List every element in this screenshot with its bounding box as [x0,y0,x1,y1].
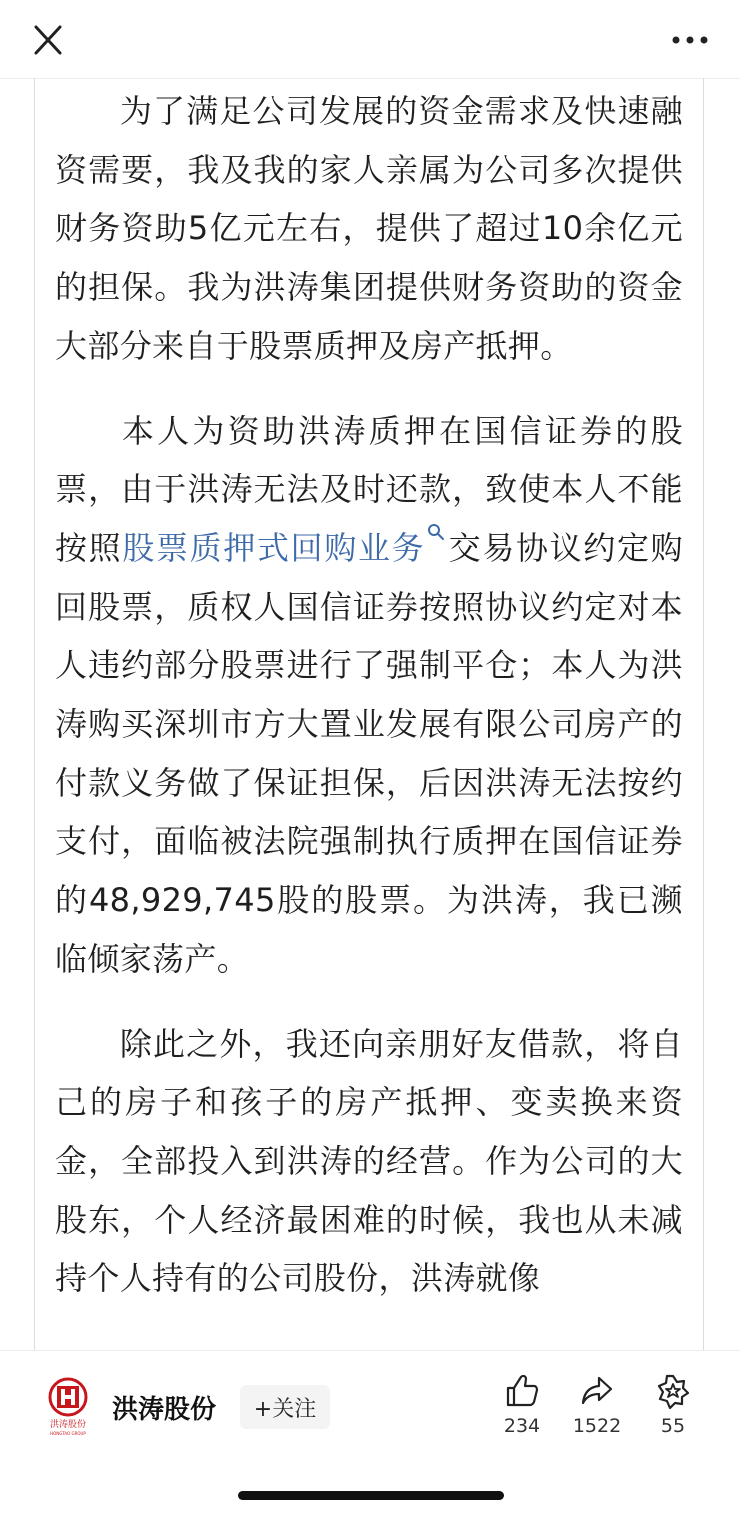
article-paragraph-2 [35,402,703,989]
share-count: 1522 [572,1415,622,1437]
like-button[interactable] [487,1373,557,1453]
favorite-count: 55 [660,1415,686,1437]
top-bar [0,0,740,79]
paragraph-2-text-after: 交易协议约定购回股票，质权人国信证券按照协议约定对本人违约部分股票进行了强制平仓；本人为洪涛购买深圳市方大置业发展有限公司房产的付款义务做了保证担保，后因洪涛无法按约支付，面临被法院强制执行质押在国信证券的48,929,745股的股票。为洪涛，我已濒临倾家荡产。 [55,528,684,978]
stock-pledge-repo-link[interactable]: 股票质押式回购业务 [122,528,426,567]
bottom-bar [0,1350,740,1514]
star-badge-icon [655,1373,691,1409]
paragraph-2-text-before: 本人为资助洪涛质押在国信证券的股票，由于洪涛无法及时还款，致使本人不能按照 [55,411,683,567]
like-count: 234 [503,1415,541,1437]
author-name[interactable]: 洪涛股份 [112,1395,217,1425]
article-paragraph-1 [35,82,703,376]
more-icon [670,30,710,50]
close-button[interactable] [30,24,66,56]
logo-text: 洪涛股份 [49,1420,87,1430]
share-button[interactable] [562,1373,632,1453]
share-icon [579,1373,615,1409]
article-body [34,78,704,1350]
logo-subtext: HONGTAO GROUP [50,1431,86,1436]
paragraph-3-text: 除此之外，我还向亲朋好友借款，将自己的房子和孩子的房产抵押、变卖换来资金，全部投入到洪涛的经营。作为公司的大股东，个人经济最困难的时候，我也从未减持个人持有的公司股份，洪涛就像 [55,1024,683,1298]
company-logo[interactable] [42,1375,94,1437]
home-indicator[interactable] [238,1491,504,1500]
thumbs-up-icon [504,1373,540,1409]
paragraph-1-text: 为了满足公司发展的资金需求及快速融资需要，我及我的家人亲属为公司多次提供财务资助5亿元左右，提供了超过10余亿元的担保。我为洪涛集团提供财务资助的资金大部分来自于股票质押及房产抵押。 [55,92,683,365]
favorite-button[interactable] [638,1373,708,1453]
search-icon[interactable] [427,523,445,541]
company-logo-icon [42,1375,94,1437]
more-options-button[interactable] [670,30,710,50]
close-icon [30,24,66,56]
article-paragraph-3 [35,1015,703,1309]
follow-button[interactable]: +关注 [240,1385,330,1429]
